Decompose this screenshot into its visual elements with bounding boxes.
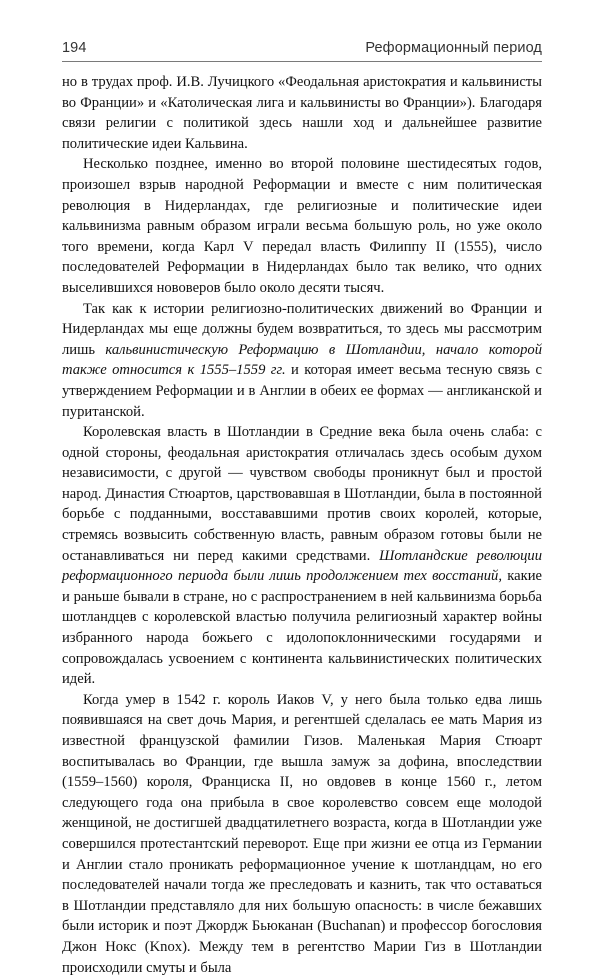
paragraph — [62, 154, 542, 298]
paragraph — [62, 422, 542, 690]
text-run: Когда умер в 1542 г. король Иаков V, у него была только едва лишь появившаяся на свет дочь Мария, и регентшей сделалась ее мать Мария из известной французской фамилии Гизов. Маленькая Мария Стюарт воспитывалась во Франции, где вышла замуж за дофина, впоследствии (1559–1560) короля, Франциска II, но овдовев в конце 1560 г., летом следующего года она прибыла в свое королевство совсем еще молодой женщиной, не достигшей двадцатилетнего возраста, когда в Шотландии уже совершился протестантский переворот. Еще при жизни ее отца из Германии и Англии стало проникать реформационное учение к шотландцам, но его последователей начали тогда же преследовать и казнить, так что оставаться в Шотландии представляло для них большую опасность: в числе бежавших были историк и поэт Джордж Бьюканан (Buchanan) и профессор богословия Джон Нокс (Knox). Между тем в регентство Марии Гиз в Шотландии происходили смуты и была — [62, 691, 542, 976]
running-header — [62, 40, 542, 62]
paragraph — [62, 690, 542, 978]
text-run: Так как к истории религиозно-политических движений во Франции и Нидерландах мы еще должны будем возвратиться, то здесь мы рассмотрим лишь — [62, 300, 542, 358]
italic-emphasis: кальвинистическую Реформацию в Шотландии, начало которой также относится к 1555–1559 гг. — [62, 341, 542, 379]
book-page — [62, 40, 542, 978]
text-run: Несколько позднее, именно во второй половине шестидесятых годов, произошел взрыв народной Реформации и вместе с ним политическая революция в Нидерландах, где религиозные и политические идеи кальвинизма равным образом играли весьма большую роль, но уже около того времени, когда Карл V передал власть Филиппу II (1555), число последователей Реформации в Нидерландах было так велико, что одних выселившихся нововеров было около десяти тысяч. — [62, 156, 542, 296]
text-run: и которая имеет весьма тесную связь с утверждением Реформации и в Англии в обеих ее формах — англиканской и пуританской. — [62, 362, 542, 420]
text-run: но в трудах проф. И.В. Лучицкого «Феодальная аристократия и кальвинисты во Франции» и «Католическая лига и кальвинисты во Франции»). Благодаря связи религии с политикой здесь нашли ход и дальнейшее развитие политические идеи Кальвина. — [62, 74, 542, 152]
text-run: Королевская власть в Шотландии в Средние века была очень слаба: с одной стороны, феодальная аристократия отличалась здесь особым духом независимости, с другой — чувством свободы проникнут был и простой народ. Династия Стюартов, царствовавшая в Шотландии, была в постоянной борьбе с подданными, восстававшими против своих королей, которые, стремясь возвысить собственную власть, равным образом готовы были не останавливаться ни перед какими средствами. — [62, 424, 542, 564]
italic-emphasis: Шотландские революции реформационного периода были лишь продолжением тех восстаний, — [62, 547, 543, 585]
running-title: Реформационный период — [365, 40, 542, 56]
paragraph-continued — [62, 72, 542, 154]
body-text — [62, 72, 542, 978]
paragraph — [62, 299, 542, 423]
page-number: 194 — [62, 40, 87, 56]
text-run: какие и раньше бывали в стране, но с распространением в ней кальвинизма борьба шотландцев с королевской властью получила религиозный характер войны избранного народа божьего с идолопоклонническими государями и сопровождалась усвоением с континента кальвинистических политических идей. — [62, 568, 542, 688]
